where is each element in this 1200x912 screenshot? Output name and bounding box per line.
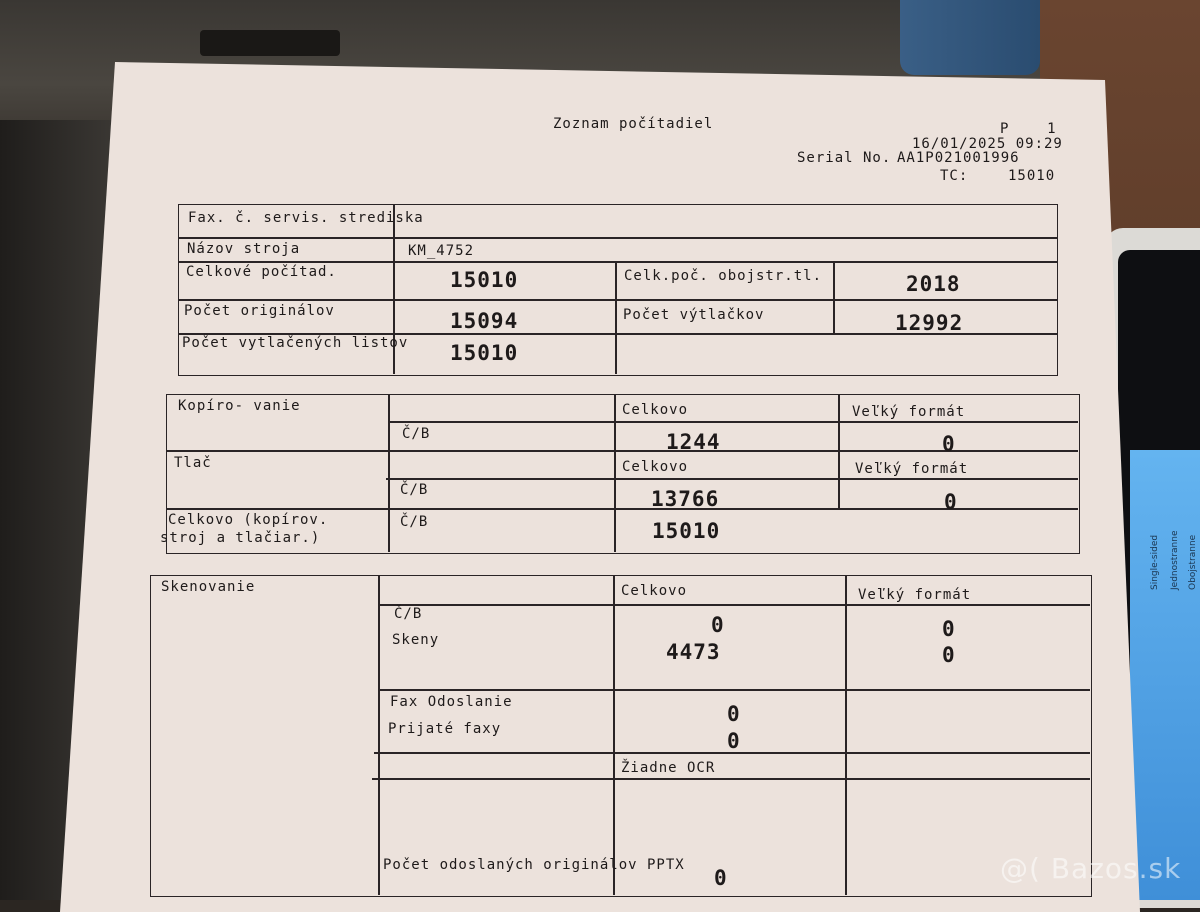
machine-name-value: KM_4752 — [408, 243, 475, 259]
screen-text-single: Single-sided — [1150, 534, 1160, 590]
copy-col-total: Celkovo — [622, 402, 689, 418]
table-rule — [845, 575, 847, 895]
scan-bw-large: 0 — [942, 617, 956, 641]
table-rule — [178, 299, 1058, 301]
screen-text-obojstranne: Obojstranne — [1188, 534, 1198, 590]
fax-service-label: Fax. č. servis. strediska — [188, 210, 424, 226]
sum-label-line2: stroj a tlačiar.) — [160, 530, 321, 546]
screen-text-jednostranne: Jednostranne — [1170, 530, 1180, 590]
table-rule — [166, 508, 1078, 510]
table-rule — [614, 394, 616, 552]
copy-col-large: Veľký formát — [852, 404, 966, 420]
table-rule — [386, 478, 1078, 480]
machine-name-label: Názov stroja — [187, 241, 301, 257]
sheets-value: 15010 — [450, 341, 519, 365]
table-rule — [833, 261, 835, 334]
table-rule — [372, 778, 1090, 780]
duplex-counter-value: 2018 — [906, 272, 961, 296]
scans-total: 4473 — [666, 640, 721, 664]
printer-blue-panel — [900, 0, 1040, 75]
print-large-value: 0 — [944, 490, 958, 514]
table-rule — [388, 421, 1078, 423]
table-rule — [378, 689, 1090, 691]
fax-sent-value: 0 — [727, 702, 741, 726]
table-rule — [615, 261, 617, 374]
print-section-label: Tlač — [174, 455, 212, 471]
serial-label: Serial No. — [797, 150, 892, 166]
ocr-label: Žiadne OCR — [621, 760, 716, 776]
fax-received-label: Prijaté faxy — [388, 721, 502, 737]
sum-label-line1: Celkovo (kopírov. — [168, 512, 329, 528]
table-rule — [838, 394, 840, 509]
scan-bw-label: Č/B — [394, 606, 423, 622]
table-rule — [613, 575, 615, 895]
tc-value: 15010 — [1008, 168, 1056, 184]
table-rule — [388, 394, 390, 552]
copy-section-label: Kopíro- vanie — [178, 398, 301, 414]
scans-large: 0 — [942, 643, 956, 667]
scan-col-total: Celkovo — [621, 583, 688, 599]
pptx-label: Počet odoslaných originálov PPTX — [383, 857, 685, 873]
table-rule — [378, 604, 1090, 606]
sum-bw-label: Č/B — [400, 514, 429, 530]
prints-value: 12992 — [895, 311, 964, 335]
originals-label: Počet originálov — [184, 303, 335, 319]
copy-total-value: 1244 — [666, 430, 721, 454]
bazos-watermark: @( Bazos.sk — [1000, 852, 1182, 885]
scan-bw-total: 0 — [711, 613, 725, 637]
total-counter-label: Celkové počítad. — [186, 264, 337, 280]
fax-sent-label: Fax Odoslanie — [390, 694, 513, 710]
table-rule — [178, 261, 1058, 263]
scans-label: Skeny — [392, 632, 440, 648]
print-col-large: Veľký formát — [855, 461, 969, 477]
prints-label: Počet výtlačkov — [623, 307, 765, 323]
table-rule — [178, 237, 1058, 239]
tc-label: TC: — [940, 168, 969, 184]
total-counter-value: 15010 — [450, 268, 519, 292]
page-number: P 1 — [1000, 121, 1057, 137]
duplex-counter-label: Celk.poč. obojstr.tl. — [624, 268, 823, 284]
report-title: Zoznam počítadiel — [553, 116, 714, 132]
control-panel-display — [1130, 450, 1200, 900]
report-datetime: 16/01/2025 09:29 — [912, 136, 1063, 152]
copy-bw-label: Č/B — [402, 426, 431, 442]
print-col-total: Celkovo — [622, 459, 689, 475]
print-total-value: 13766 — [651, 487, 720, 511]
print-bw-label: Č/B — [400, 482, 429, 498]
printer-output-slot — [200, 30, 340, 56]
originals-value: 15094 — [450, 309, 519, 333]
scan-section-label: Skenovanie — [161, 579, 256, 595]
copy-large-value: 0 — [942, 432, 956, 456]
serial-value: AA1P021001996 — [897, 150, 1020, 166]
fax-received-value: 0 — [727, 729, 741, 753]
sheets-label: Počet vytlačených listov — [182, 335, 409, 351]
table-rule — [378, 575, 380, 895]
scan-col-large: Veľký formát — [858, 587, 972, 603]
pptx-value: 0 — [714, 866, 728, 890]
sum-total-value: 15010 — [652, 519, 721, 543]
